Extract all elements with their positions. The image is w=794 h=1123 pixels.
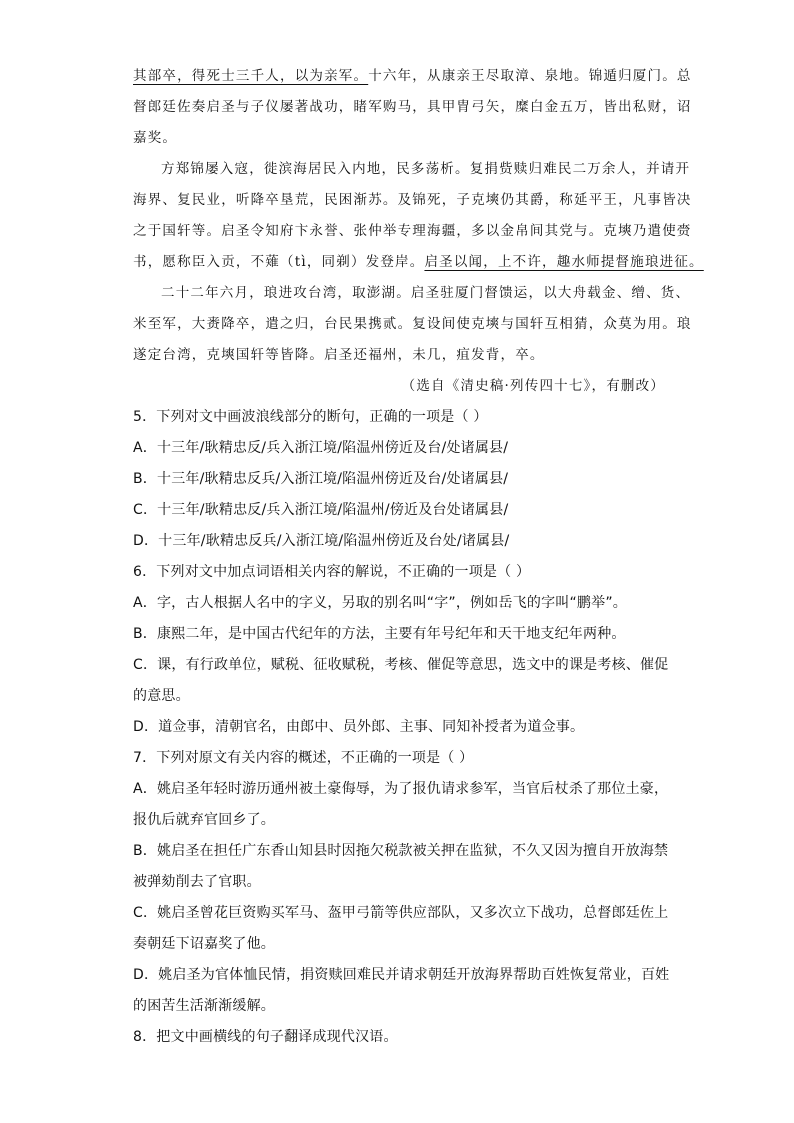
question-5-option-a: A．十三年/耿精忠反/兵入浙江境/陷温州傍近及台/处诸属县/ [133,440,509,456]
question-6-option-d: D．道佥事，清朝官名，由郎中、员外郎、主事、同知补授者为道佥事。 [133,719,585,735]
passage-source: （选自《清史稿·列传四十七》，有删改） [401,378,665,394]
question-7-stem: 7．下列对原文有关内容的概述，不正确的一项是（ ） [133,750,474,766]
question-5-stem: 5．下列对文中画波浪线部分的断句，正确的一项是（ ） [133,409,488,425]
question-7-option-c-line-1: C．姚启圣曾花巨资购买军马、盔甲弓箭等供应部队，又多次立下战功，总督郎廷佐上 [133,905,669,921]
question-7-option-a-line-1: A．姚启圣年轻时游历通州被土豪侮辱，为了报仇请求参军，当官后杖杀了那位土豪， [133,781,669,797]
question-6-stem: 6．下列对文中加点词语相关内容的解说，不正确的一项是（ ） [133,564,531,580]
question-7-option-c-line-2: 奏朝廷下诏嘉奖了他。 [133,936,275,952]
question-5-option-c: C．十三年/耿精忠反/兵入浙江境/陷温州/傍近及台处诸属县/ [133,502,509,518]
passage-line-2: 督郎廷佐奏启圣与子仪屡著战功，睹军购马，具甲胄弓矢，糜白金五万，皆出私财，诏 [133,99,692,115]
passage-line-8: 二十二年六月，琅进攻台湾，取澎湖。启圣驻厦门督馈运，以大舟载金、缯、货、 [161,285,691,301]
question-6-option-a: A．字，古人根据人名中的字义，另取的别名叫“字”，例如岳飞的字叫“鹏举”。 [133,595,627,611]
question-5-option-b: B．十三年/耿精忠反兵/入浙江境/陷温州傍近及台/处诸属县/ [133,471,509,487]
passage-line-7 [133,252,704,272]
passage-line-6: 之于国轩等。启圣令知府卞永誉、张仲举专理海疆，多以金帛间其党与。克塽乃遣使赍 [133,223,692,239]
passage-text: 十六年，从康亲王尽取漳、泉地。锦遁归厦门。总 [368,68,692,84]
passage-line-5: 海界、复民业，听降卒垦荒，民困渐苏。及锦死，子克塽仍其爵，称延平王，凡事皆决 [133,192,692,208]
underlined-sentence-2: 启圣以闻，上不许，趣水师提督施琅进征。 [424,254,704,270]
passage-line-9: 米至军，大赉降卒，遣之归，台民果携贰。复设间使克塽与国轩互相猜，众莫为用。琅 [133,316,692,332]
passage-line-3: 嘉奖。 [133,130,178,146]
question-5-option-d: D．十三年/耿精忠反兵/入浙江境/陷温州傍近及台处/诸属县/ [133,533,510,549]
question-7-option-a-line-2: 报仇后就弃官回乡了。 [133,812,275,828]
question-8-stem: 8．把文中画横线的句子翻译成现代汉语。 [133,1029,398,1045]
question-7-option-b-line-2: 被弹劾削去了官职。 [133,874,261,890]
question-6-option-c-line-1: C．课，有行政单位，赋税、征收赋税，考核、催促等意思，选文中的课是考核、催促 [133,657,669,673]
question-6-option-c-line-2: 的意思。 [133,688,190,704]
passage-text: 书，愿称臣入贡，不薙（tì，同剃）发登岸。 [133,254,425,270]
passage-line-4: 方郑锦屡入寇，徙滨海居民入内地，民多荡析。复捐赀赎归难民二万余人，并请开 [161,161,691,177]
passage-line-10: 遂定台湾，克塽国轩等皆降。启圣还福州，未几，疽发背，卒。 [133,347,545,363]
question-7-option-d-line-2: 的困苦生活渐渐缓解。 [133,998,275,1014]
question-7-option-d-line-1: D．姚启圣为官体恤民情，捐资赎回难民并请求朝廷开放海界帮助百姓恢复常业，百姓 [133,967,670,983]
underlined-sentence-1: 其部卒，得死士三千人，以为亲军。 [133,68,369,84]
question-7-option-b-line-1: B．姚启圣在担任广东香山知县时因拖欠税款被关押在监狱，不久又因为擅自开放海禁 [133,843,669,859]
passage-line-1 [133,66,692,86]
question-6-option-b: B．康熙二年，是中国古代纪年的方法，主要有年号纪年和天干地支纪年两种。 [133,626,626,642]
